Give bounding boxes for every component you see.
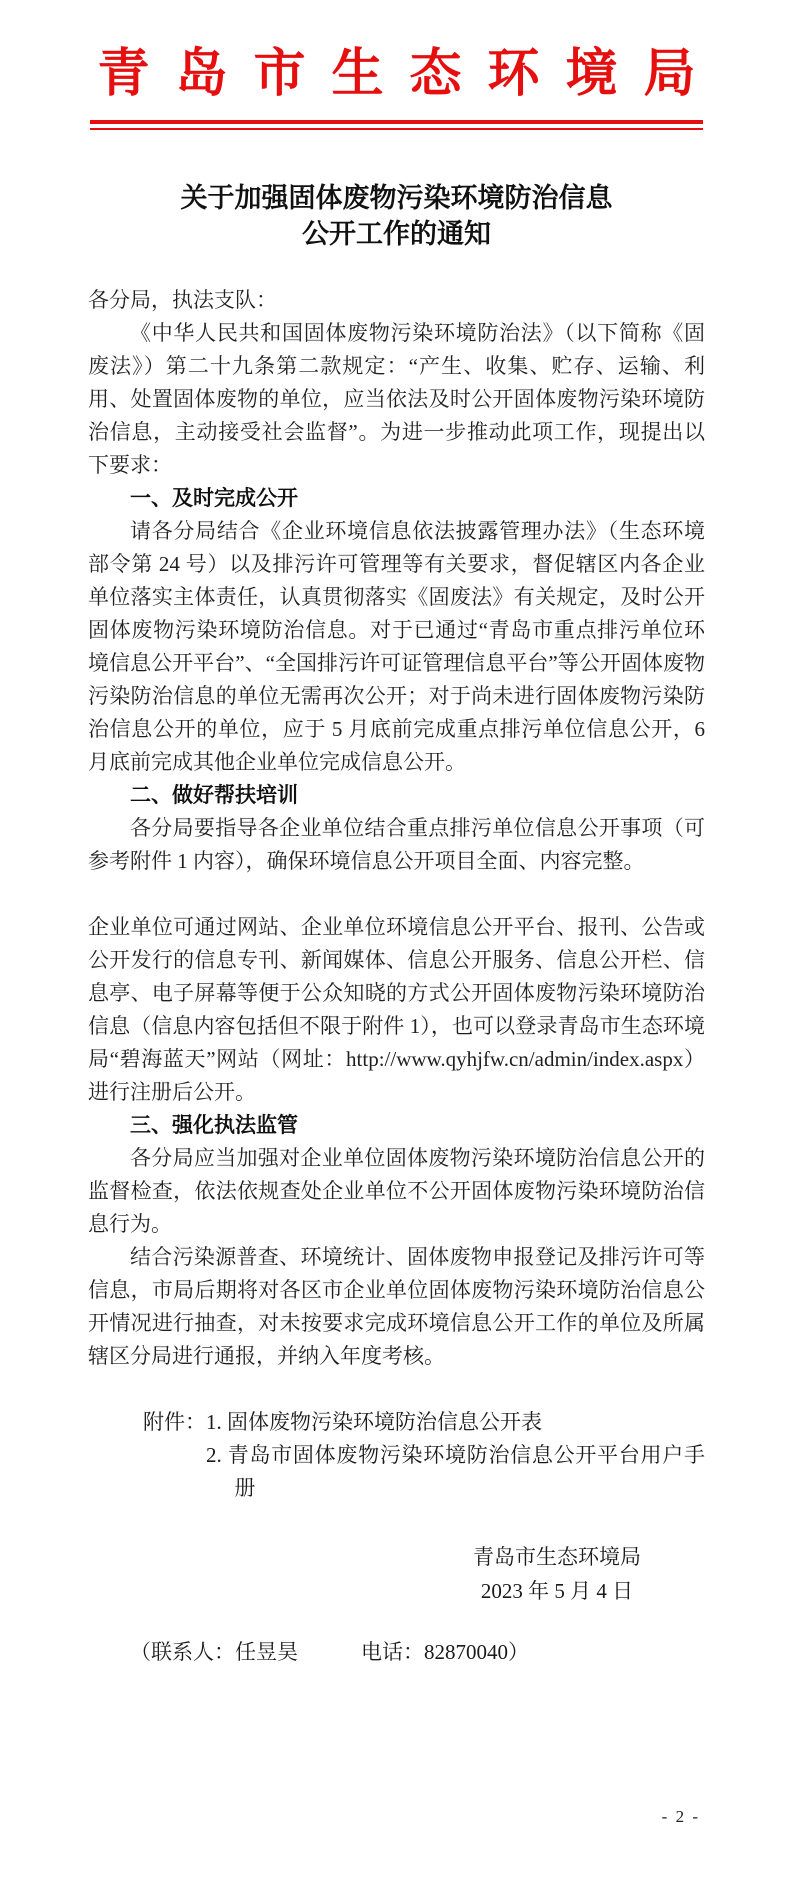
letterhead-double-rule (90, 120, 703, 130)
section2-paragraph-2: 企业单位可通过网站、企业单位环境信息公开平台、报刊、公告或公开发行的信息专刊、新闻媒体、信息公开服务、信息公开栏、信息亭、电子屏幕等便于公众知晓的方式公开固体废物污染环境防治信息（信息内容包括但不限于附件 1），也可以登录青岛市生态环境局“碧海蓝天”网站（网址：http://www.qyhjfw.cn/admin/index.aspx）进行注册后公开。 (88, 915, 705, 1105)
attachments-block (143, 1406, 705, 1505)
letterhead-org-name: 青岛市生态环境局 (97, 46, 722, 103)
contact-line: （联系人：任昱昊 电话：82870040） (130, 1640, 529, 1665)
signature-block (473, 1540, 641, 1608)
section1-heading: 一、及时完成公开 (130, 487, 298, 511)
signature-org: 青岛市生态环境局 (473, 1545, 641, 1570)
attachments-list (206, 1406, 705, 1505)
section1-paragraph: 请各分局结合《企业环境信息依法披露管理办法》（生态环境部令第 24 号）以及排污许可管理等有关要求，督促辖区内各企业单位落实主体责任，认真贯彻落实《固废法》有关规定，及时公开固体废物污染环境防治信息。对于已通过“青岛市重点排污单位环境信息公开平台”、“全国排污许可证管理信息平台”等公开固体废物污染防治信息的单位无需再次公开；对于尚未进行固体废物污染防治信息公开的单位，应于 5 月底前完成重点排污单位信息公开，6 月底前完成其他企业单位完成信息公开。 (88, 519, 705, 775)
section3-paragraph-1: 各分局应当加强对企业单位固体废物污染环境防治信息公开的监督检查，依法依规查处企业单位不公开固体废物污染环境防治信息行为。 (88, 1146, 705, 1237)
intro-paragraph: 《中华人民共和国固体废物污染环境防治法》（以下简称《固废法》）第二十九条第二款规定：“产生、收集、贮存、运输、利用、处置固体废物的单位，应当依法及时公开固体废物污染环境防治信息，主动接受社会监督”。为进一步推动此项工作，现提出以下要求： (88, 321, 705, 478)
document-title-line2: 公开工作的通知 (302, 219, 491, 250)
document-title (0, 180, 793, 252)
section2-heading: 二、做好帮扶培训 (130, 784, 298, 808)
document-body (88, 284, 705, 1373)
signature-date: 2023 年 5 月 4 日 (480, 1579, 634, 1604)
page-number: - 2 - (661, 1807, 700, 1826)
section3-paragraph-2: 结合污染源普查、环境统计、固体废物申报登记及排污许可等信息，市局后期将对各区市企业单位固体废物污染环境防治信息公开情况进行抽查，对未按要求完成环境信息公开工作的单位及所属辖区分局进行通报，并纳入年度考核。 (88, 1245, 705, 1369)
section2-paragraph-1: 各分局要指导各企业单位结合重点排污单位信息公开事项（可参考附件 1 内容），确保环境信息公开项目全面、内容完整。 (88, 816, 705, 874)
section3-heading: 三、强化执法监管 (130, 1114, 298, 1138)
attachments-label: 附件： (143, 1410, 206, 1435)
document-title-line1: 关于加强固体废物污染环境防治信息 (180, 183, 613, 214)
attachment-item-1: 1. 固体废物污染环境防治信息公开表 (206, 1410, 542, 1435)
attachment-item-2: 2. 青岛市固体废物污染环境防治信息公开平台用户手册 (206, 1443, 705, 1501)
salutation: 各分局，执法支队： (88, 288, 277, 313)
